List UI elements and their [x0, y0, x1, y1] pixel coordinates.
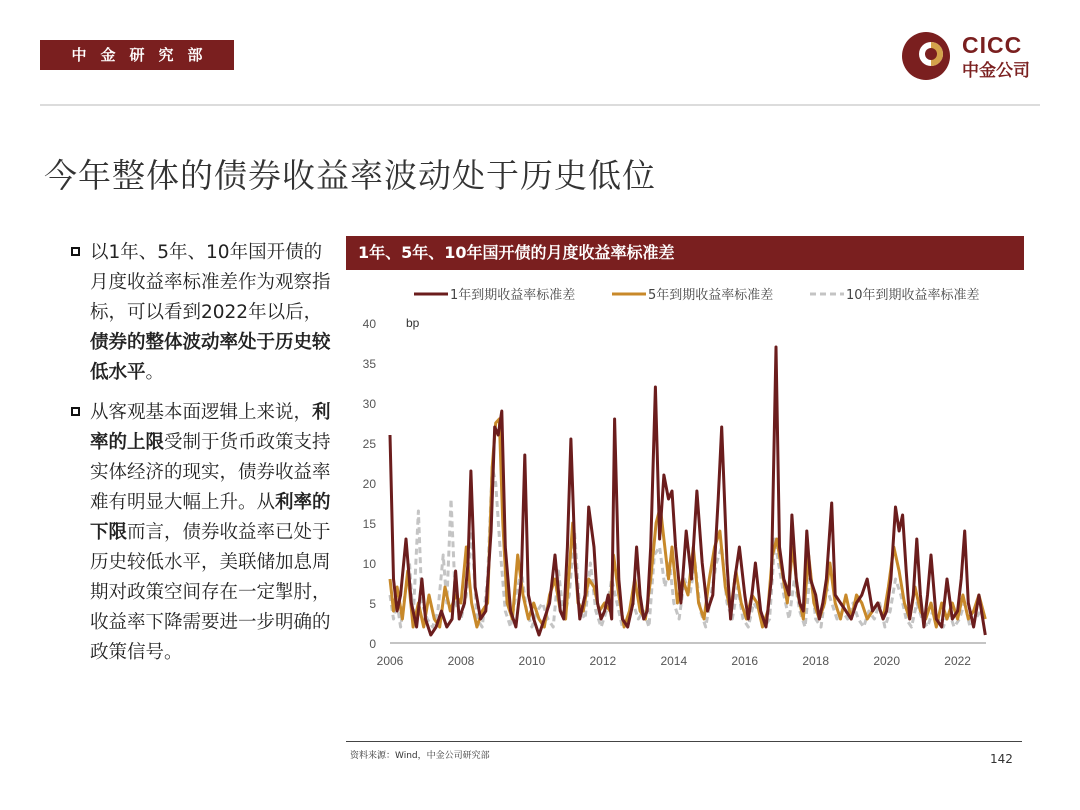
y-tick-label: 15	[362, 517, 376, 531]
x-tick-label: 2012	[589, 654, 617, 668]
bullet-square-icon	[71, 407, 80, 416]
bullet-emphasis: 债券的整体波动率处于历史较低水平	[90, 332, 331, 383]
bullet-text: 受制于货币政策支持实体经济的现实，债券收益率难有明显大幅上升。从	[90, 432, 331, 513]
y-tick-label: 0	[369, 637, 376, 651]
legend-label: 10年到期收益率标准差	[846, 288, 980, 303]
legend-label: 1年到期收益率标准差	[450, 288, 576, 303]
x-tick-label: 2014	[660, 654, 688, 668]
x-tick-label: 2010	[518, 654, 546, 668]
bullet-list	[68, 238, 338, 678]
department-tag: 中金研究部	[40, 40, 234, 70]
cicc-logo-icon	[900, 30, 958, 82]
chart-header: 1年、5年、10年国开债的月度收益率标准差	[346, 236, 1024, 270]
bullet-item	[68, 238, 338, 388]
bullet-emphasis: 利率的上限	[90, 402, 331, 453]
x-tick-label: 2018	[802, 654, 830, 668]
y-tick-label: 5	[369, 597, 376, 611]
header-divider	[40, 104, 1040, 106]
x-tick-label: 2020	[873, 654, 901, 668]
logo-text-en: CICC	[962, 32, 1023, 58]
y-unit-label: bp	[406, 316, 420, 330]
bullet-text: 。	[145, 362, 165, 383]
bullet-text: 从客观基本面逻辑上来说，	[90, 402, 313, 423]
bullet-item	[68, 398, 338, 668]
cicc-logo	[900, 30, 1050, 82]
y-tick-label: 30	[362, 397, 376, 411]
line-chart	[346, 272, 1022, 672]
x-tick-label: 2008	[447, 654, 475, 668]
footer-divider	[346, 741, 1022, 742]
legend-label: 5年到期收益率标准差	[648, 288, 774, 303]
page-title: 今年整体的债券收益率波动处于历史低位	[44, 156, 656, 195]
series-line-1	[390, 419, 985, 627]
logo-text-cn: 中金公司	[962, 61, 1030, 81]
x-tick-label: 2006	[376, 654, 404, 668]
bullet-square-icon	[71, 247, 80, 256]
source-note: 资料来源：Wind，中金公司研究部	[350, 751, 490, 761]
x-tick-label: 2022	[944, 654, 971, 668]
x-tick-label: 2016	[731, 654, 759, 668]
y-tick-label: 35	[362, 357, 376, 371]
page-number: 142	[990, 752, 1013, 766]
y-tick-label: 40	[362, 317, 376, 331]
y-tick-label: 25	[362, 437, 376, 451]
y-tick-label: 10	[362, 557, 376, 571]
bullet-text: 而言，债券收益率已处于历史较低水平，美联储加息周期对政策空间存在一定掣肘，收益率下降需要进一步明确的政策信号。	[90, 522, 331, 663]
bullet-text: 以1年、5年、10年国开债的月度收益率标准差作为观察指标，可以看到2022年以后，	[90, 242, 331, 323]
bullet-emphasis: 利率的下限	[90, 492, 331, 543]
y-tick-label: 20	[362, 477, 376, 491]
